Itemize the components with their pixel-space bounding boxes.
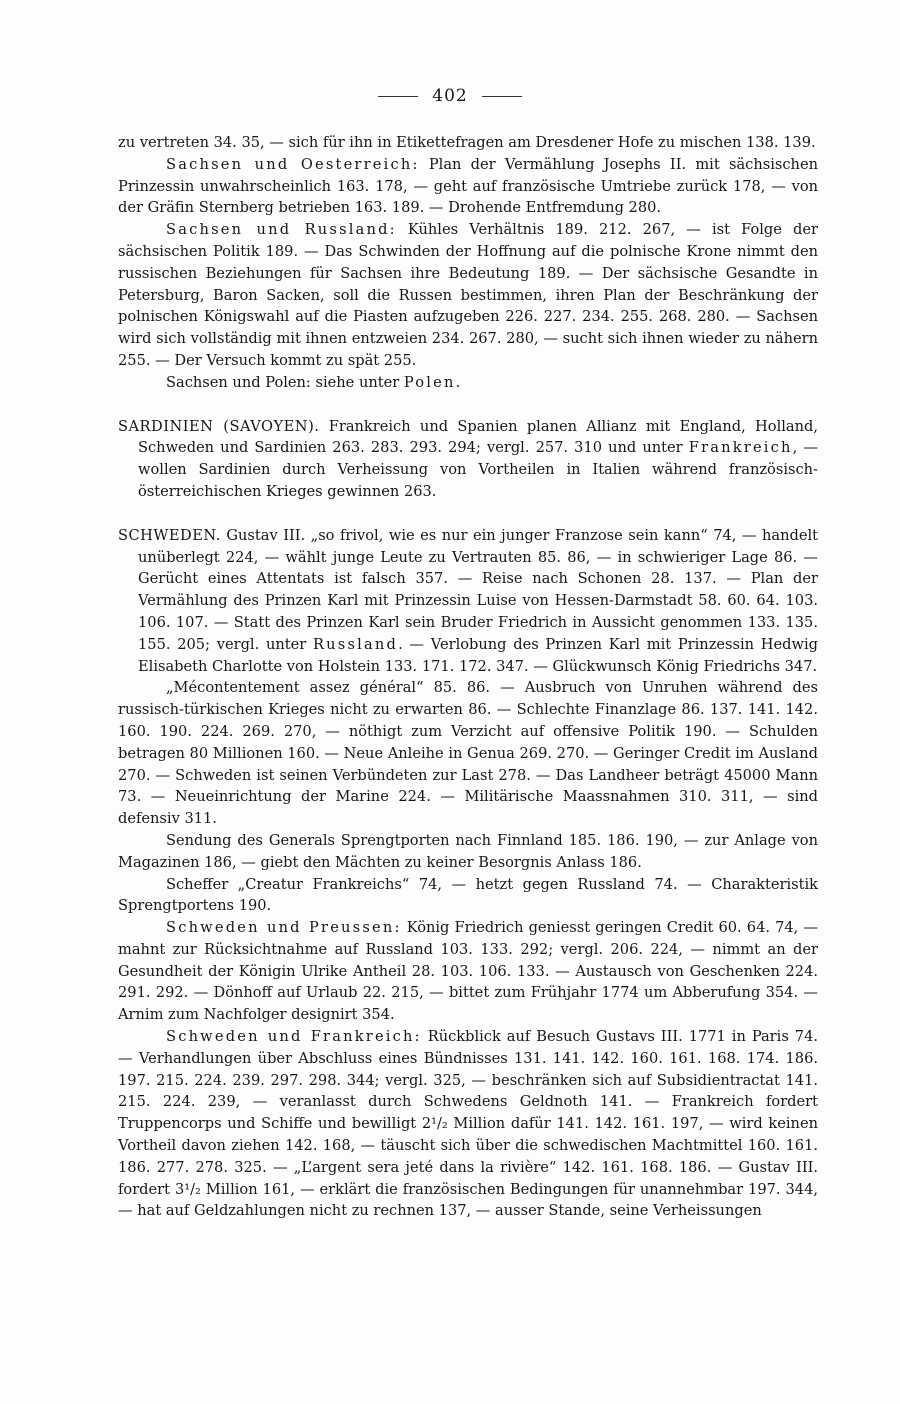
- paragraph-text: . — Verlobung des Prinzen Karl mit Prinzessin Hedwig Elisabeth Charlotte von Holstein 133. 171. 172. 347. — Glückwunsch König Friedrichs 347.: [138, 635, 819, 675]
- entry-heading-schweden: SCHWEDEN.: [118, 526, 221, 544]
- header-rule-right: [482, 96, 522, 97]
- paragraph-text: , — wollen Sardinien durch Verheissung von Vortheilen in Italien während französisch-österreichischen Krieges gewinnen 263.: [138, 439, 818, 500]
- paragraph-text: Frankreich und Spanien planen Allianz mit England, Holland, Schweden und Sardinien 263. 283. 293. 294; vergl. 257. 310 und unter: [138, 417, 818, 457]
- paragraph-text: Plan der Vermählung Josephs II. mit sächsischen Prinzessin unwahrscheinlich 163. 178, — geht auf französische Umtriebe zurück 178, — von der Gräfin Sternberg betrieben 163. 189. — Drohende Entfremdung 280.: [118, 155, 818, 217]
- page-number: 402: [432, 86, 468, 106]
- entry-schweden: [118, 525, 818, 678]
- subheading-sachsen-russland: Sachsen und Russland:: [166, 221, 397, 239]
- paragraph-sachsen-russland: [118, 219, 818, 372]
- subheading-schweden-frankreich: Schweden und Frankreich:: [166, 1028, 422, 1046]
- paragraph-mecontentement: „Mécontentement assez général“ 85. 86. — Ausbruch von Unruhen während des russisch-türkischen Krieges nicht zu erwarten 86. — Schlechte Finanzlage 86. 137. 141. 142. 160. 190. 224. 269. 270, — nöthigt zum Verzicht auf offensive Politik 190. — Schulden betragen 80 Millionen 160. — Neue Anleihe in Genua 269. 270. — Geringer Credit im Ausland 270. — Schweden ist seinen Verbündeten zur Last 278. — Das Landheer beträgt 45000 Mann 73. — Neueinrichtung der Marine 224. — Militärische Maassnahmen 310. 311, — sind defensiv 311.: [118, 679, 818, 828]
- index-text: [118, 132, 818, 1222]
- page-header: [0, 86, 900, 106]
- paragraph-text: Rückblick auf Besuch Gustavs III. 1771 in Paris 74. — Verhandlungen über Abschluss eines Bündnisses 131. 141. 142. 160. 161. 168. 174. 186. 197. 215. 224. 239. 297. 298. 344; vergl. 325, — beschränken sich auf Subsidientractat 141. 215. 224. 239, — veranlasst durch Schwedens Geldnoth 141. — Frankreich fordert Truppencorps und Schiffe und bewilligt 2¹/₂ Million dafür 141. 142. 161. 197, — wird keinen Vortheil davon ziehen 142. 168, — täuscht sich über die schwedischen Machtmittel 160. 161. 186. 277. 278. 325. — „L’argent sera jeté dans la rivière“ 142. 161. 168. 186. — Gustav III. fordert 3¹/₂ Million 161, — erklärt die französischen Bedingungen für unannehmbar 197. 344, — hat auf Geldzahlungen nicht zu rechnen 137, — ausser Stande, seine Verheissungen: [118, 1028, 818, 1220]
- paragraph-text: Sachsen und Polen: siehe unter: [166, 373, 404, 391]
- paragraph-sprengtporten: Sendung des Generals Sprengtporten nach Finnland 185. 186. 190, — zur Anlage von Magazinen 186, — giebt den Mächten zu keiner Besorgnis Anlass 186.: [118, 831, 818, 871]
- paragraph-sachsen-oesterreich: [118, 154, 818, 219]
- paragraph-text: Gustav III. „so frivol, wie es nur ein junger Franzose sein kann“ 74, — handelt unüberlegt 224, — wählt junge Leute zu Vertrauten 85. 86, — in schwieriger Lage 86. — Gerücht eines Attentats ist falsch 357. — Reise nach Schonen 28. 137. — Plan der Vermählung des Prinzen Karl mit Prinzessin Luise von Hessen-Darmstadt 58. 60. 64. 103. 106. 107. — Statt des Prinzen Karl sein Bruder Friedrich in Aussicht genommen 133. 135. 155. 205; vergl. unter: [138, 526, 818, 653]
- cross-reference: Russland: [312, 635, 399, 653]
- cross-reference: Frankreich: [688, 439, 793, 457]
- subheading-sachsen-oesterreich: Sachsen und Oesterreich:: [166, 155, 420, 173]
- paragraph-continuation: zu vertreten 34. 35, — sich für ihn in Etikettefragen am Dresdener Hofe zu mischen 138. 139.: [118, 134, 816, 151]
- entry-sardinien: [118, 416, 818, 503]
- paragraph-text: König Friedrich geniesst geringen Credit 60. 64. 74, — mahnt zur Rücksichtnahme auf Russland 103. 133. 292; vergl. 206. 224, — nimmt an der Gesundheit der Königin Ulrike Antheil 28. 103. 106. 133. — Austausch von Geschenken 224. 291. 292. — Dönhoff auf Urlaub 22. 215, — bittet zum Frühjahr 1774 um Abberufung 354. — Arnim zum Nachfolger designirt 354.: [118, 919, 819, 1024]
- paragraph-schweden-frankreich: [118, 1026, 818, 1222]
- paragraph-schweden-preussen: [118, 917, 818, 1026]
- paragraph-scheffer: Scheffer „Creatur Frankreichs“ 74, — hetzt gegen Russland 74. — Charakteristik Sprengtportens 190.: [118, 875, 818, 915]
- paragraph-sachsen-polen: [118, 372, 818, 394]
- entry-heading-sardinien: SARDINIEN (SAVOYEN).: [118, 417, 320, 435]
- subheading-schweden-preussen: Schweden und Preussen:: [166, 919, 402, 937]
- paragraph-text: Kühles Verhältnis 189. 212. 267, — ist Folge der sächsischen Politik 189. — Das Schwinden der Hoffnung auf die polnische Krone nimmt den russischen Beziehungen für Sachsen ihre Bedeutung 189. — Der sächsische Gesandte in Petersburg, Baron Sacken, soll die Russen bestimmen, ihren Plan der Beschränkung der polnischen Königswahl auf die Piasten aufzugeben 226. 227. 234. 255. 268. 280. — Sachsen wird sich vollständig mit ihnen entzweien 234. 267. 280, — sucht sich ihnen wieder zu nähern 255. — Der Versuch kommt zu spät 255.: [118, 221, 818, 369]
- cross-reference: Polen.: [403, 373, 463, 391]
- header-rule-left: [378, 96, 418, 97]
